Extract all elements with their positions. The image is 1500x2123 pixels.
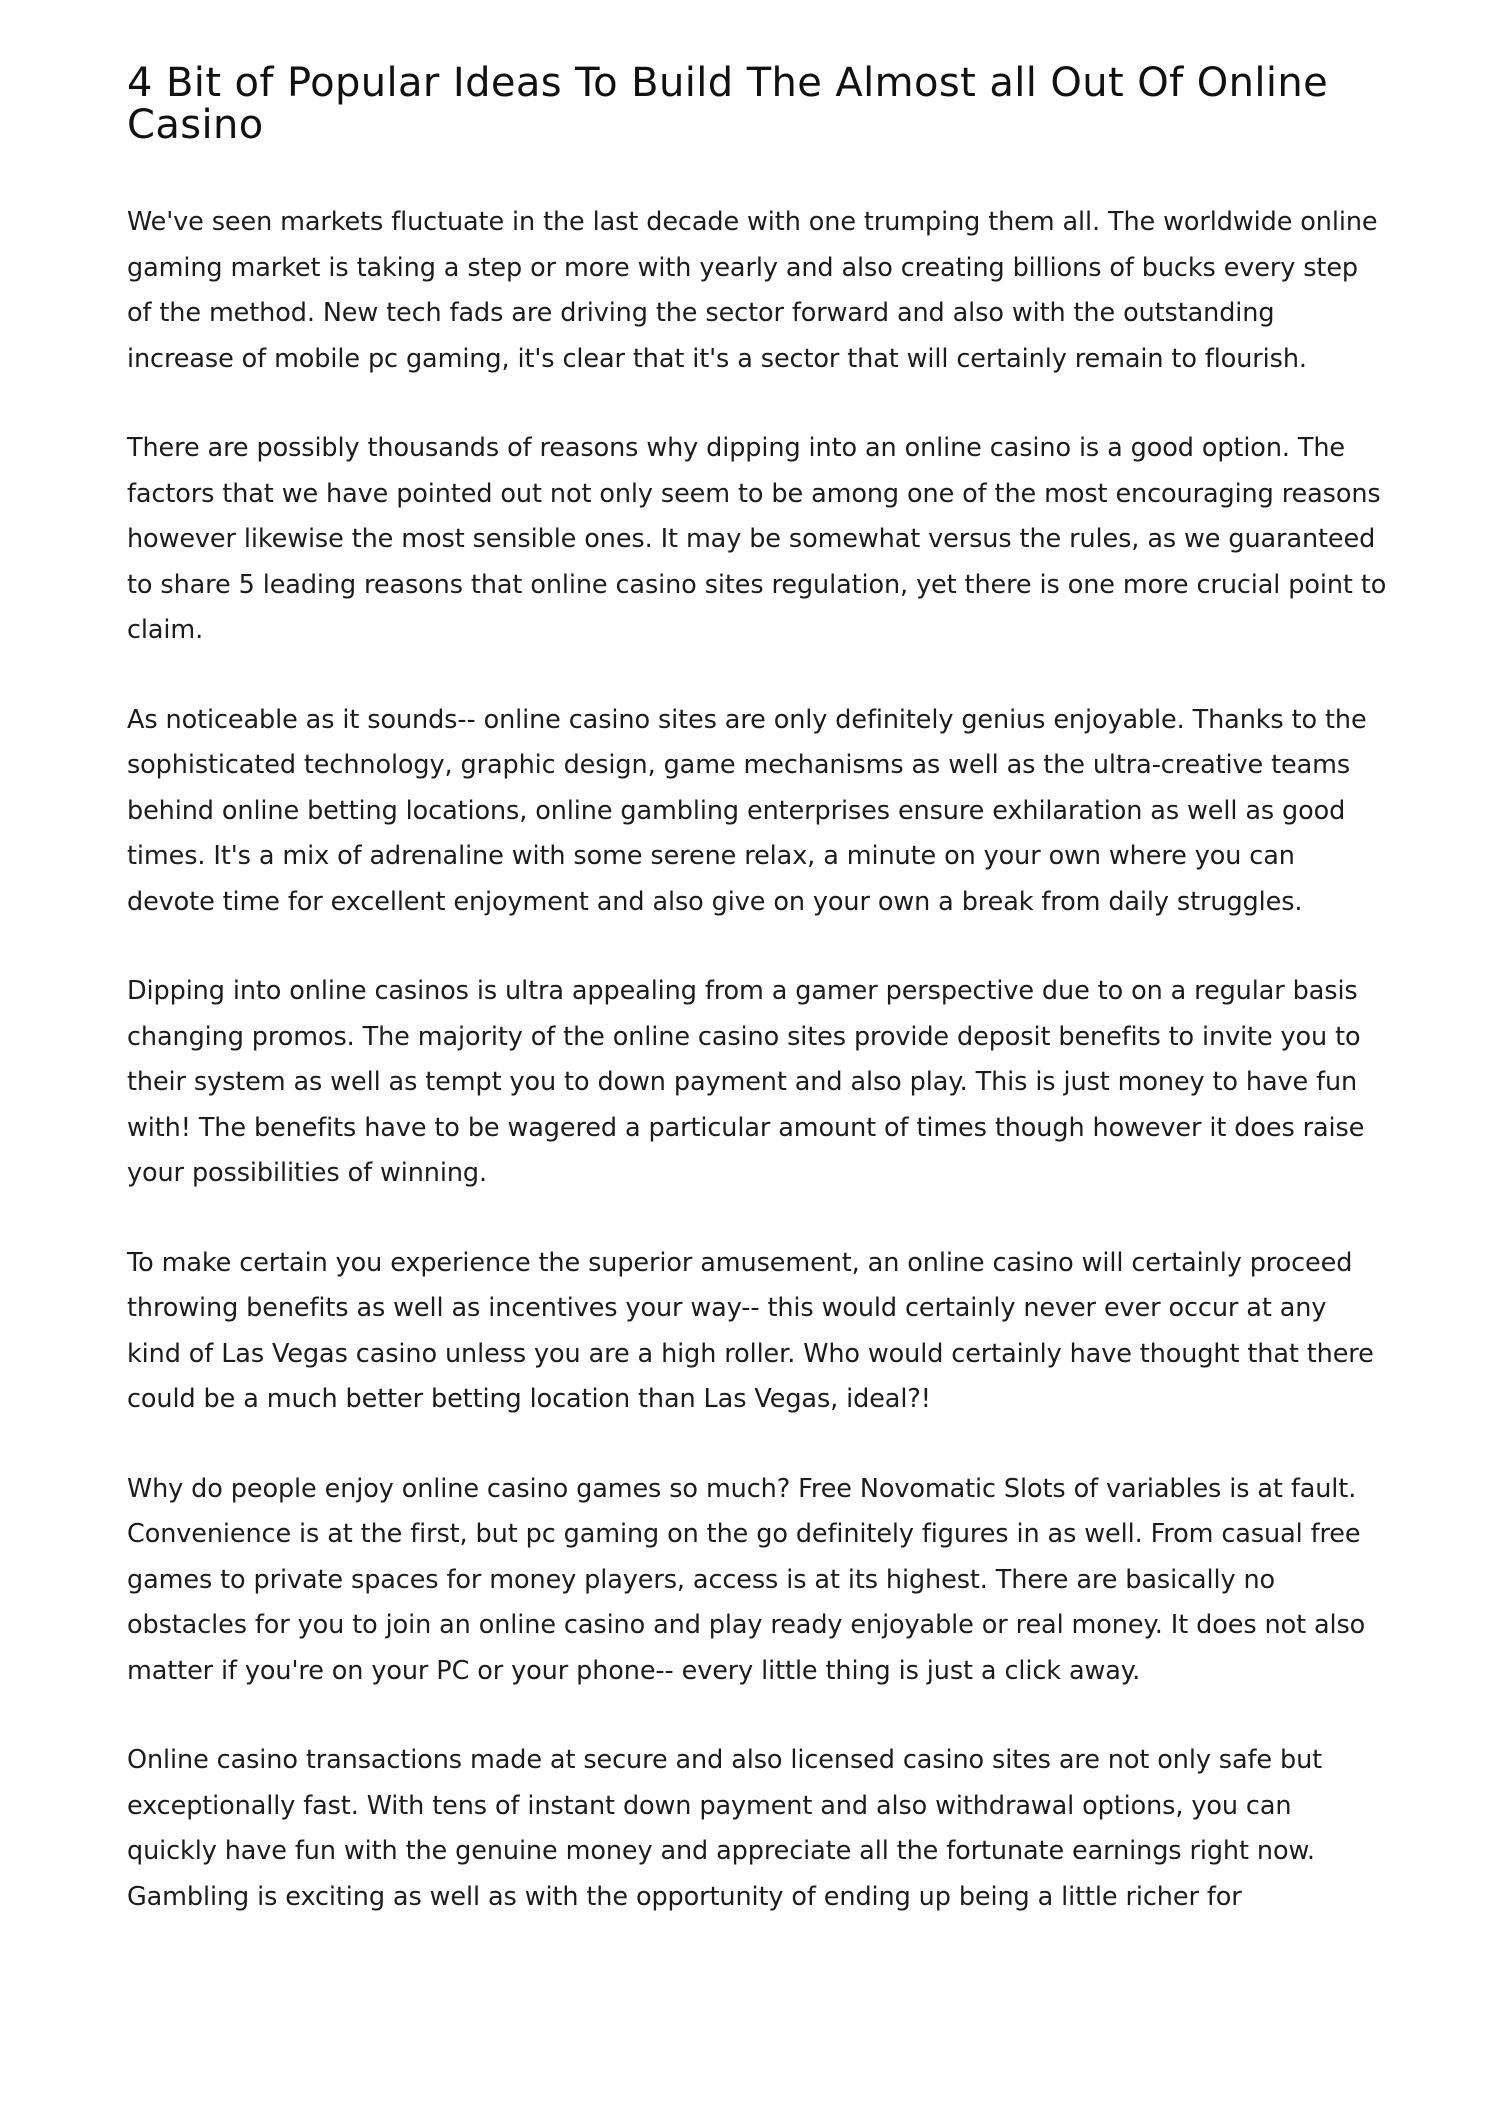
document-page [127, 62, 1387, 1964]
paragraph-3: As noticeable as it sounds-- online casino sites are only definitely genius enjoyable. Thanks to the sophisticated technology, graphic design, game mechanisms as well as the ultra-creative teams behind online betting locations, online gambling enterprises ensure exhilaration as well as good times. It's a mix of adrenaline with some serene relax, a minute on your own where you can devote time for excellent enjoyment and also give on your own a break from daily struggles. [127, 704, 1367, 917]
paragraph-7: Online casino transactions made at secure and also licensed casino sites are not only safe but exceptionally fast. With tens of instant down payment and also withdrawal options, you can quickly have fun with the genuine money and appreciate all the fortunate earnings right now. Gambling is exciting as well as with the opportunity of ending up being a little richer for [127, 1745, 1323, 1912]
paragraph-2: There are possibly thousands of reasons why dipping into an online casino is a good option. The factors that we have pointed out not only seem to be among one of the most encouraging reasons however likewise the most sensible ones. It may be somewhat versus the rules, as we guaranteed to share 5 leading reasons that online casino sites regulation, yet there is one more crucial point to claim. [127, 433, 1387, 645]
paragraph-4: Dipping into online casinos is ultra appealing from a gamer perspective due to on a regular basis changing promos. The majority of the online casino sites provide deposit benefits to invite you to their system as well as tempt you to down payment and also play. This is just money to have fun with! The benefits have to be wagered a particular amount of times though however it does raise your possibilities of winning. [127, 976, 1365, 1188]
paragraph-6: Why do people enjoy online casino games so much? Free Novomatic Slots of variables is at fault. Convenience is at the first, but pc gaming on the go definitely figures in as well. From casual free games to private spaces for money players, access is at its highest. There are basically no obstacles for you to join an online casino and play ready enjoyable or real money. It does not also matter if you're on your PC or your phone-- every little thing is just a click away. [127, 1473, 1366, 1686]
paragraph-5: To make certain you experience the superior amusement, an online casino will certainly proceed throwing benefits as well as incentives your way-- this would certainly never ever occur at any kind of Las Vegas casino unless you are a high roller. Who would certainly have thought that there could be a much better betting location than Las Vegas, ideal?! [127, 1247, 1374, 1414]
paragraph-1: We've seen markets fluctuate in the last decade with one trumping them all. The worldwide online gaming market is taking a step or more with yearly and also creating billions of bucks every step of the method. New tech fads are driving the sector forward and also with the outstanding increase of mobile pc gaming, it's clear that it's a sector that will certainly remain to flourish. [127, 207, 1378, 374]
document-title: 4 Bit of Popular Ideas To Build The Almost all Out Of Online Casino [127, 60, 1329, 148]
document-body [127, 200, 1387, 1920]
